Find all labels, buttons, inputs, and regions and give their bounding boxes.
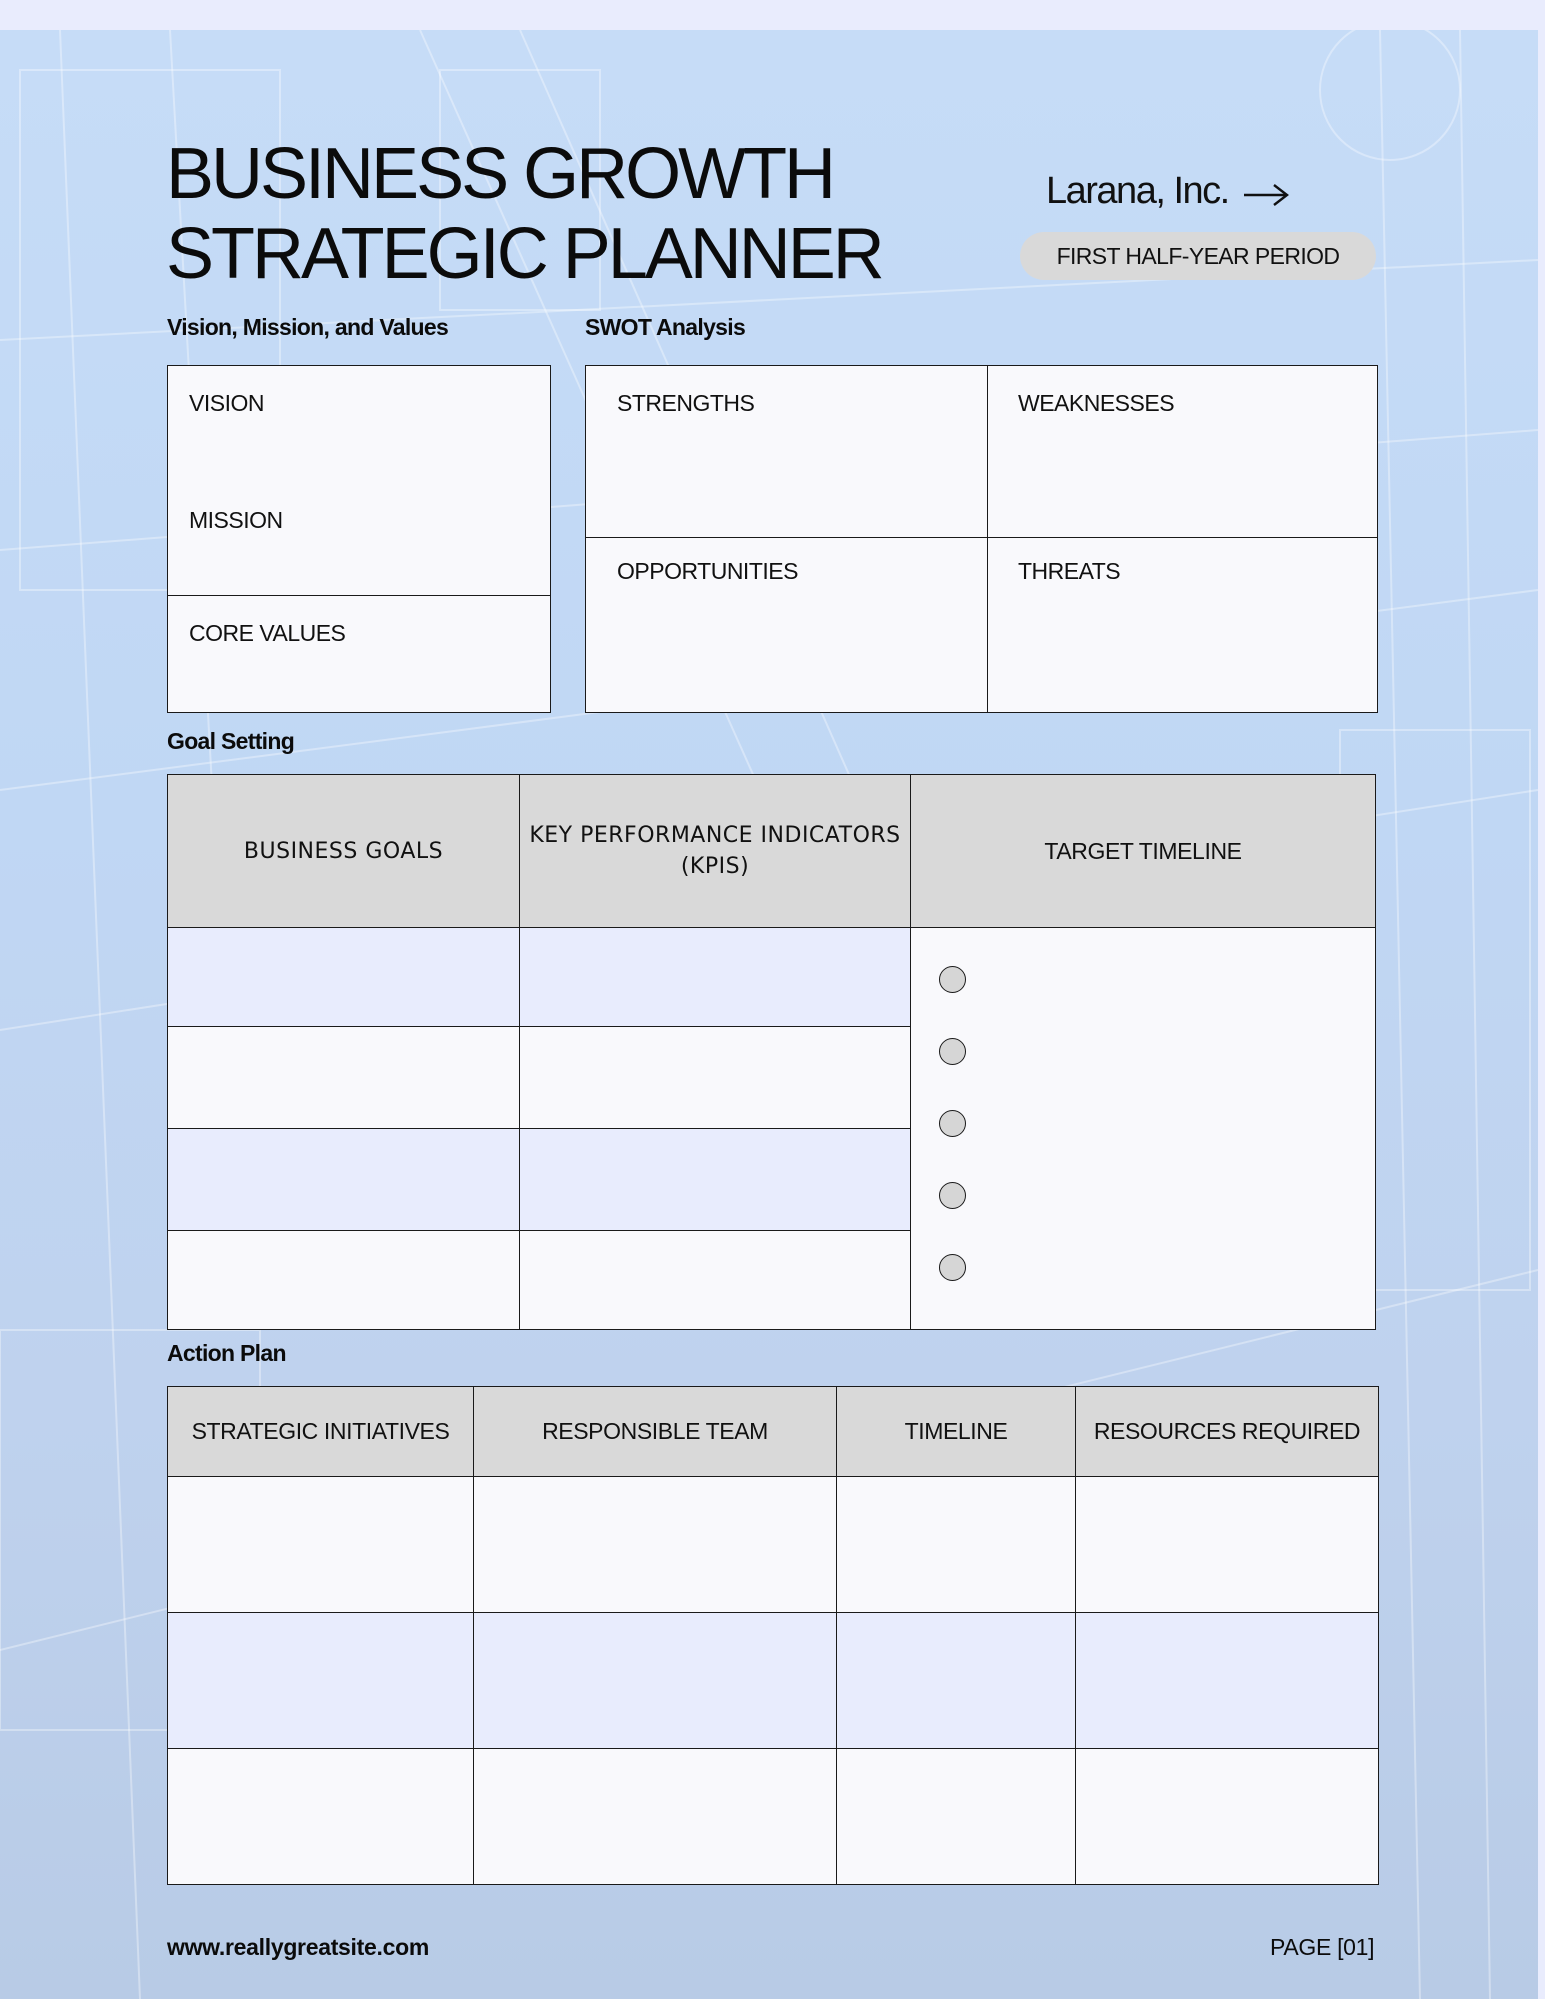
- page-title: [166, 134, 882, 294]
- footer-website[interactable]: www.reallygreatsite.com: [167, 1934, 429, 1960]
- goal-cell[interactable]: [168, 1027, 520, 1129]
- action-cell[interactable]: [1076, 1613, 1379, 1749]
- kpi-cell[interactable]: [520, 1129, 911, 1231]
- swot-section-label: SWOT Analysis: [585, 314, 746, 340]
- action-cell[interactable]: [837, 1749, 1076, 1885]
- title-line-1: BUSINESS GROWTH: [166, 134, 834, 214]
- kpi-cell[interactable]: [520, 1231, 911, 1330]
- mission-label: MISSION: [189, 507, 283, 533]
- action-cell[interactable]: [168, 1613, 474, 1749]
- goal-cell[interactable]: [168, 928, 520, 1027]
- resources-required-header: RESOURCES REQUIRED: [1076, 1387, 1379, 1477]
- threats-box[interactable]: [987, 537, 1378, 713]
- kpis-header: KEY PERFORMANCE INDICATORS (KPIS): [520, 775, 911, 928]
- weaknesses-box[interactable]: [987, 365, 1378, 539]
- radio-circle-icon[interactable]: [939, 1254, 966, 1281]
- right-arrow-icon: [1242, 180, 1290, 210]
- vision-box[interactable]: [167, 365, 551, 481]
- responsible-team-header: RESPONSIBLE TEAM: [474, 1387, 837, 1477]
- action-cell[interactable]: [1076, 1749, 1379, 1885]
- action-plan-section-label: Action Plan: [167, 1340, 286, 1366]
- business-goals-header: BUSINESS GOALS: [168, 775, 520, 928]
- weaknesses-label: WEAKNESSES: [1018, 390, 1175, 416]
- strengths-label: STRENGTHS: [617, 390, 755, 416]
- title-line-2: STRATEGIC PLANNER: [166, 214, 882, 294]
- target-timeline-header: TARGET TIMELINE: [911, 775, 1376, 928]
- radio-circle-icon[interactable]: [939, 1182, 966, 1209]
- core-values-label: CORE VALUES: [189, 620, 346, 646]
- goal-cell[interactable]: [168, 1231, 520, 1330]
- goal-setting-table: [167, 774, 1376, 1330]
- action-cell[interactable]: [1076, 1477, 1379, 1613]
- target-timeline-cell: [911, 928, 1376, 1330]
- action-cell[interactable]: [837, 1613, 1076, 1749]
- vmv-section-label: Vision, Mission, and Values: [167, 314, 449, 340]
- strategic-initiatives-header: STRATEGIC INITIATIVES: [168, 1387, 474, 1477]
- company-name: Larana, Inc.: [1046, 170, 1229, 212]
- planner-page: [0, 30, 1538, 1999]
- goal-cell[interactable]: [168, 1129, 520, 1231]
- timeline-header: TIMELINE: [837, 1387, 1076, 1477]
- kpi-cell[interactable]: [520, 1027, 911, 1129]
- action-cell[interactable]: [474, 1477, 837, 1613]
- page-number: PAGE [01]: [1270, 1934, 1375, 1960]
- core-values-box[interactable]: [167, 595, 551, 713]
- vision-label: VISION: [189, 390, 264, 416]
- goal-setting-section-label: Goal Setting: [167, 728, 295, 754]
- radio-circle-icon[interactable]: [939, 1110, 966, 1137]
- action-cell[interactable]: [474, 1613, 837, 1749]
- action-plan-table: [167, 1386, 1379, 1885]
- radio-circle-icon[interactable]: [939, 966, 966, 993]
- strengths-box[interactable]: [585, 365, 989, 539]
- threats-label: THREATS: [1018, 558, 1121, 584]
- kpi-cell[interactable]: [520, 928, 911, 1027]
- period-badge: FIRST HALF-YEAR PERIOD: [1020, 232, 1376, 280]
- action-cell[interactable]: [474, 1749, 837, 1885]
- opportunities-box[interactable]: [585, 537, 989, 713]
- radio-circle-icon[interactable]: [939, 1038, 966, 1065]
- action-cell[interactable]: [168, 1749, 474, 1885]
- action-cell[interactable]: [168, 1477, 474, 1613]
- opportunities-label: OPPORTUNITIES: [617, 558, 798, 584]
- action-cell[interactable]: [837, 1477, 1076, 1613]
- mission-box[interactable]: [167, 479, 551, 597]
